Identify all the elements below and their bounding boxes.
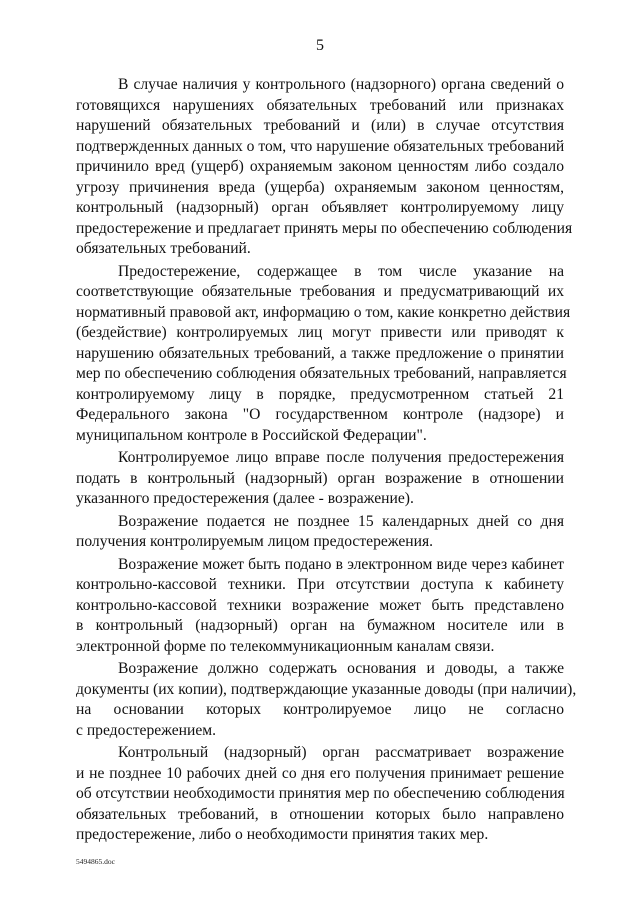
text-line: нарушений обязательных требований и (или) в случае отсутствия: [76, 117, 564, 134]
text-line: электронной форме по телекоммуникационным каналам связи.: [76, 637, 495, 655]
text-line: муниципальном контроле в Российской Федерации".: [76, 426, 427, 444]
text-line: с предостережением.: [76, 721, 217, 739]
text-line: Возражение может быть подано в электронном виде через кабинет: [118, 555, 564, 573]
text-line: (бездействие) контролируемых лиц могут привести или приводят к: [76, 324, 564, 341]
text-line: получения контролируемым лицом предостережения.: [76, 533, 434, 550]
text-line: контрольно-кассовой техники возражение может быть представлено: [76, 596, 564, 614]
paragraph-objection-deadline: [76, 512, 564, 553]
text-line: Возражение должно содержать основания и доводы, а также: [118, 660, 564, 677]
text-line: соответствующие обязательные требования и предусматривающий их: [76, 283, 564, 300]
text-line: причинило вред (ущерб) охраняемым законом ценностям либо создало: [76, 158, 564, 175]
text-line: на основании которых контролируемое лицо не согласно: [76, 701, 564, 718]
paragraph-objection-submission: [76, 555, 564, 658]
text-line: Федерального закона "О государственном контроле (надзоре) и: [76, 406, 564, 423]
paragraph-preliminary-warning-grounds: [76, 75, 573, 260]
paragraph-objection-right: [76, 448, 564, 510]
text-line: и не позднее 10 рабочих дней со дня его получения принимает решение: [76, 764, 564, 782]
text-line: предостережение и предлагает принять меры по обеспечению соблюдения: [76, 219, 573, 237]
paragraph-objection-contents: [76, 659, 577, 741]
page-number: 5: [316, 37, 324, 54]
text-line: указанного предостережения (далее - возражение).: [76, 490, 414, 507]
paragraph-warning-content: [76, 262, 571, 447]
text-line: мер по обеспечению соблюдения обязательных требований, направляется: [76, 365, 567, 382]
text-line: в контрольный (надзорный) орган на бумажном носителе или в: [76, 617, 564, 634]
text-line: Контрольный (надзорный) орган рассматривает возражение: [118, 744, 564, 761]
text-line: обязательных требований.: [76, 240, 251, 257]
text-line: Возражение подается не позднее 15 календарных дней со дня: [118, 512, 564, 530]
text-line: контрольно-кассовой техники. При отсутствии доступа к кабинету: [76, 576, 564, 593]
text-line: нарушению обязательных требований, а также предложение о принятии: [76, 344, 564, 362]
text-line: об отсутствии необходимости принятия мер по обеспечению соблюдения: [76, 785, 565, 802]
text-line: обязательных требований, в отношении которых было направлено: [76, 805, 564, 823]
text-line: контрольный (надзорный) орган объявляет контролируемому лицу: [76, 199, 564, 216]
text-line: В случае наличия у контрольного (надзорного) органа сведений о: [118, 76, 564, 93]
text-line: нормативный правовой акт, информацию о том, какие конкретно действия: [76, 303, 571, 321]
document-body: [76, 75, 577, 848]
text-line: подать в контрольный (надзорный) орган возражение в отношении: [76, 469, 564, 487]
text-line: контролируемому лицу в порядке, предусмотренном статьей 21: [76, 385, 564, 403]
text-line: угрозу причинения вреда (ущерба) охраняемым законом ценностям,: [76, 178, 564, 196]
text-line: подтвержденных данных о том, что нарушение обязательных требований: [76, 137, 565, 155]
text-line: Контролируемое лицо вправе после получения предостережения: [118, 449, 564, 466]
text-line: документы (их копии), подтверждающие указанные доводы (при наличии),: [76, 680, 577, 698]
text-line: Предостережение, содержащее в том числе указание на: [118, 262, 564, 280]
text-line: готовящихся нарушениях обязательных требований или признаках: [76, 96, 564, 114]
paragraph-objection-review: [76, 743, 564, 846]
document-file-code: 5494865.doc: [76, 857, 115, 866]
text-line: предостережение, либо о необходимости принятия таких мер.: [76, 826, 489, 843]
